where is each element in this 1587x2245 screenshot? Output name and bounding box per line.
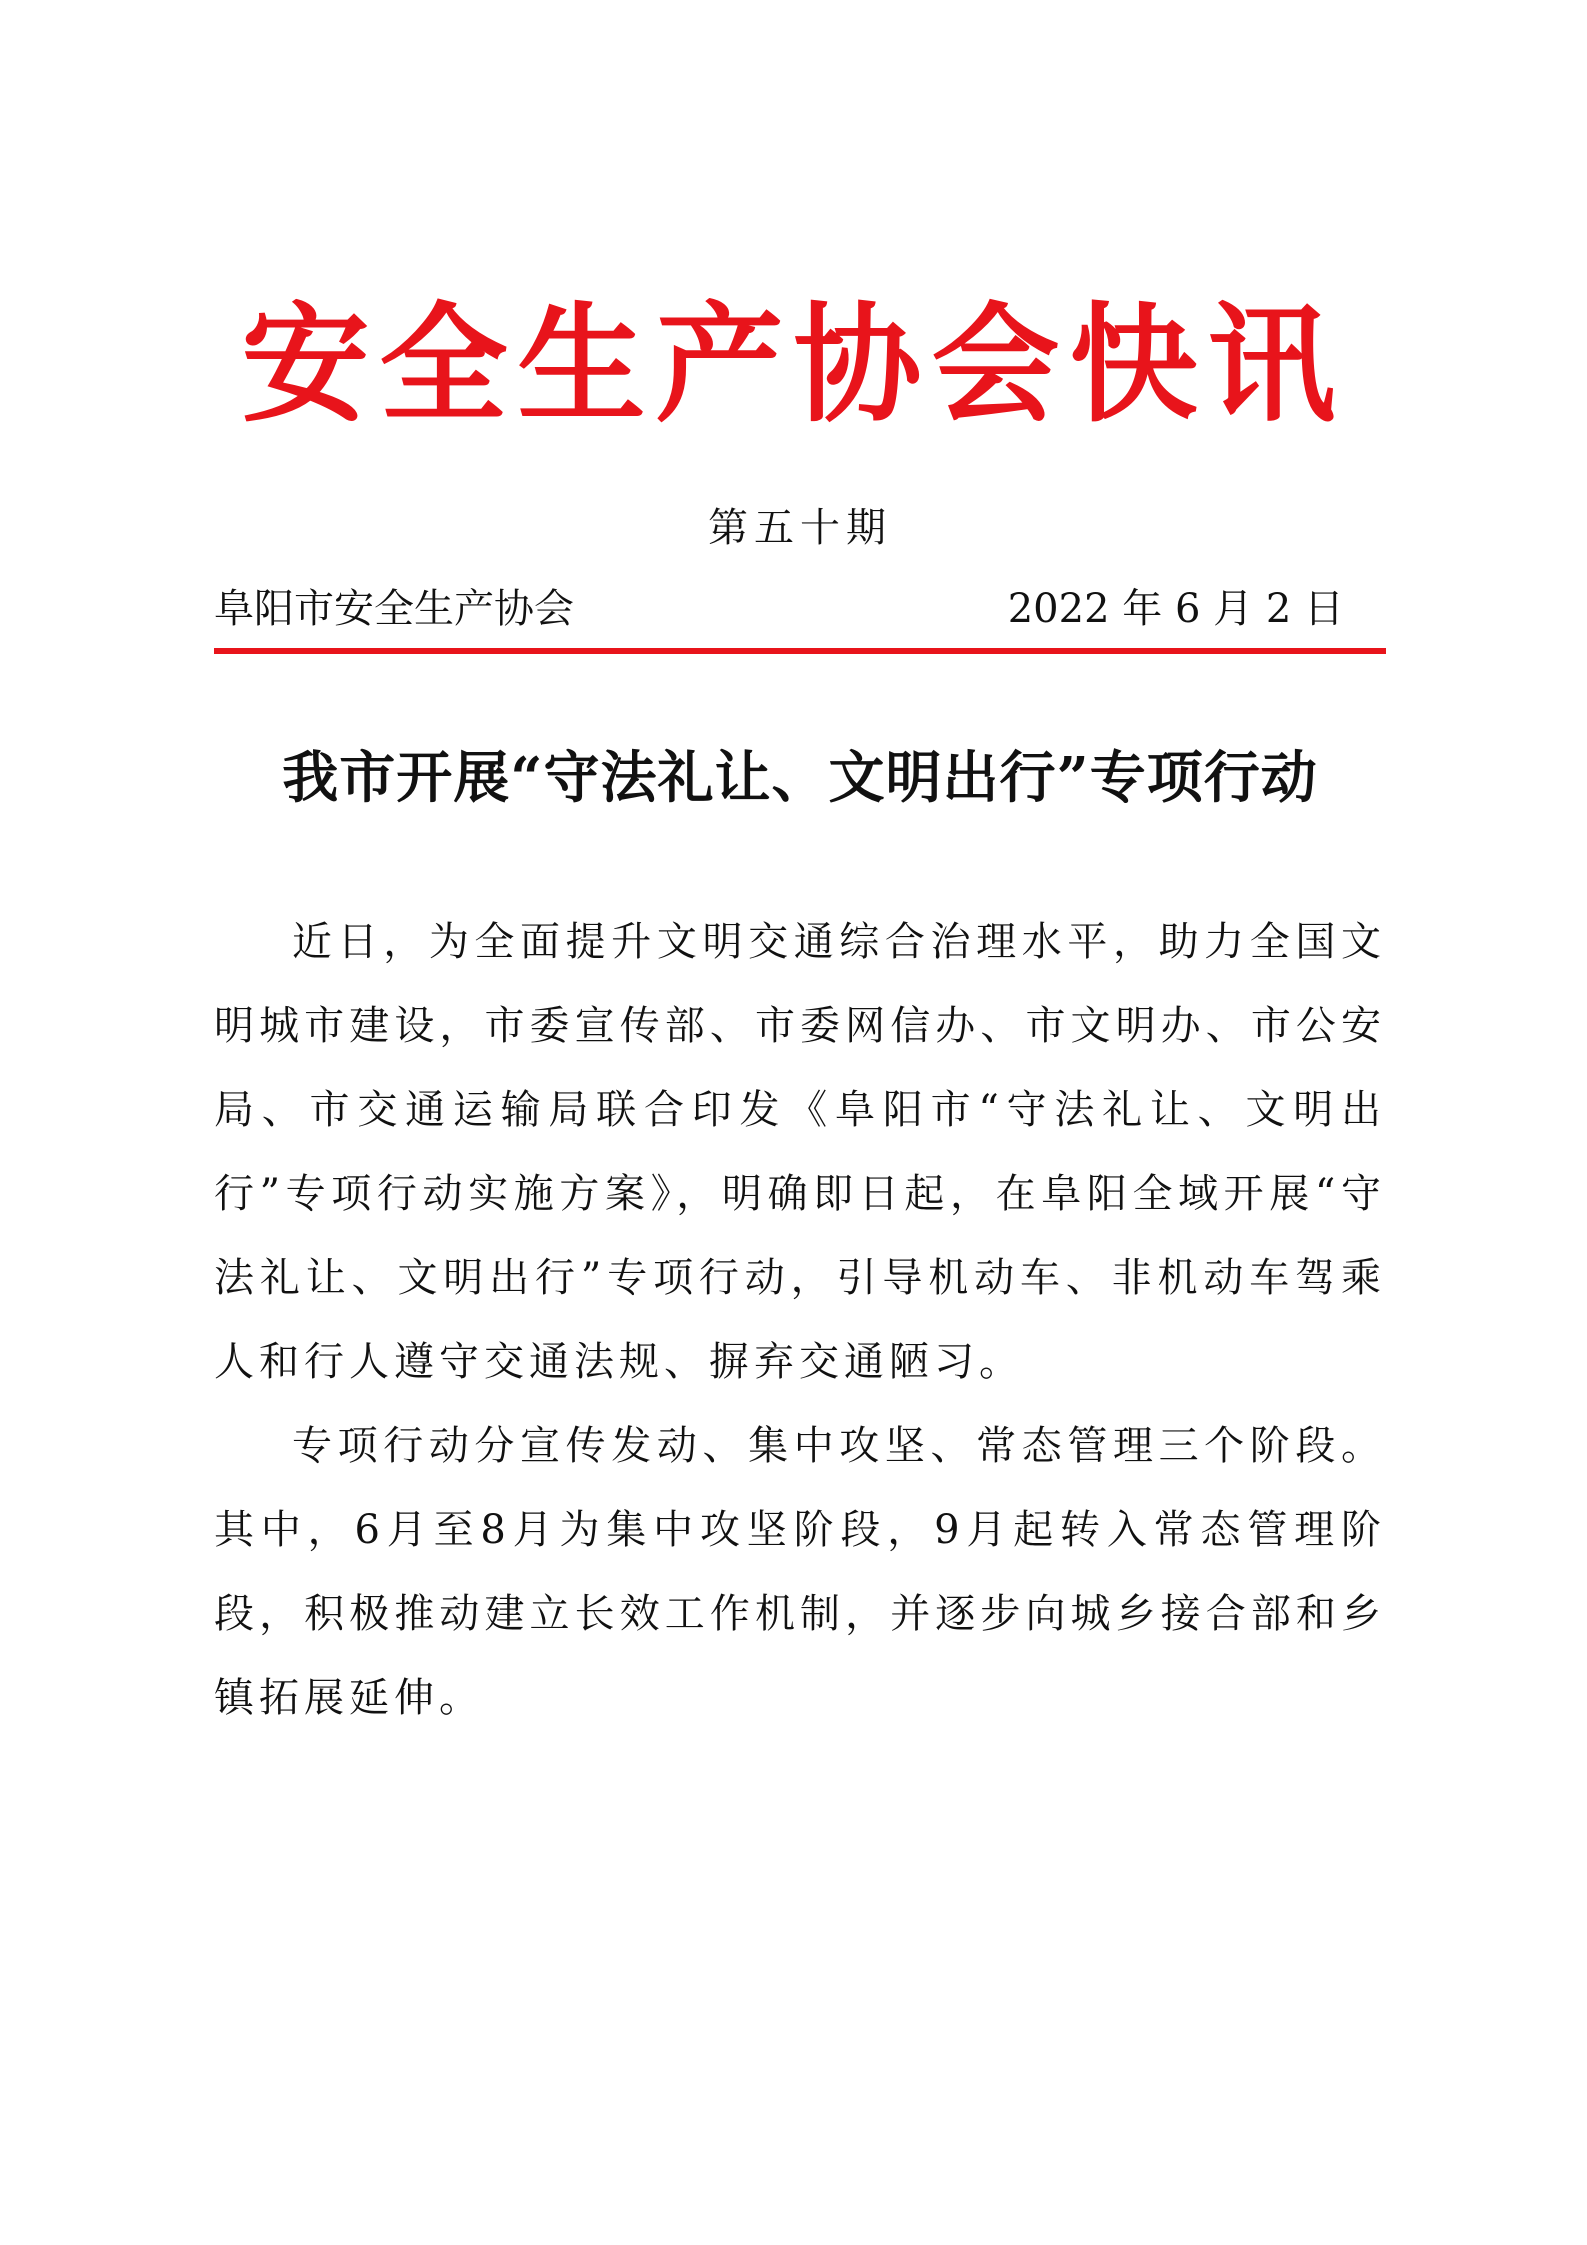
article-paragraph: 近日，为全面提升文明交通综合治理水平，助力全国文明城市建设，市委宣传部、市委网信办、市文明办、市公安局、市交通运输局联合印发《阜阳市“守法礼让、文明出行”专项行动实施方案》，明确即日起，在阜阳全域开展“守法礼让、文明出行”专项行动，引导机动车、非机动车驾乘人和行人遵守交通法规、摒弃交通陋习。 (214, 919, 1386, 1385)
publisher-name: 阜阳市安全生产协会 (214, 586, 574, 632)
article-paragraph: 专项行动分宣传发动、集中攻坚、常态管理三个阶段。其中，6月至8月为集中攻坚阶段，9月起转入常态管理阶段，积极推动建立长效工作机制，并逐步向城乡接合部和乡镇拓展延伸。 (214, 1423, 1386, 1721)
article-body (214, 900, 1386, 1740)
issue-number: 第五十期 (708, 505, 892, 551)
red-divider (214, 648, 1386, 654)
publish-date: 2022 年 6 月 2 日 (1007, 586, 1344, 632)
publisher-line (214, 584, 1344, 634)
article-headline: 我市开展“守法礼让、文明出行”专项行动 (282, 745, 1318, 811)
masthead-title: 安全生产协会快讯 (241, 291, 1346, 440)
